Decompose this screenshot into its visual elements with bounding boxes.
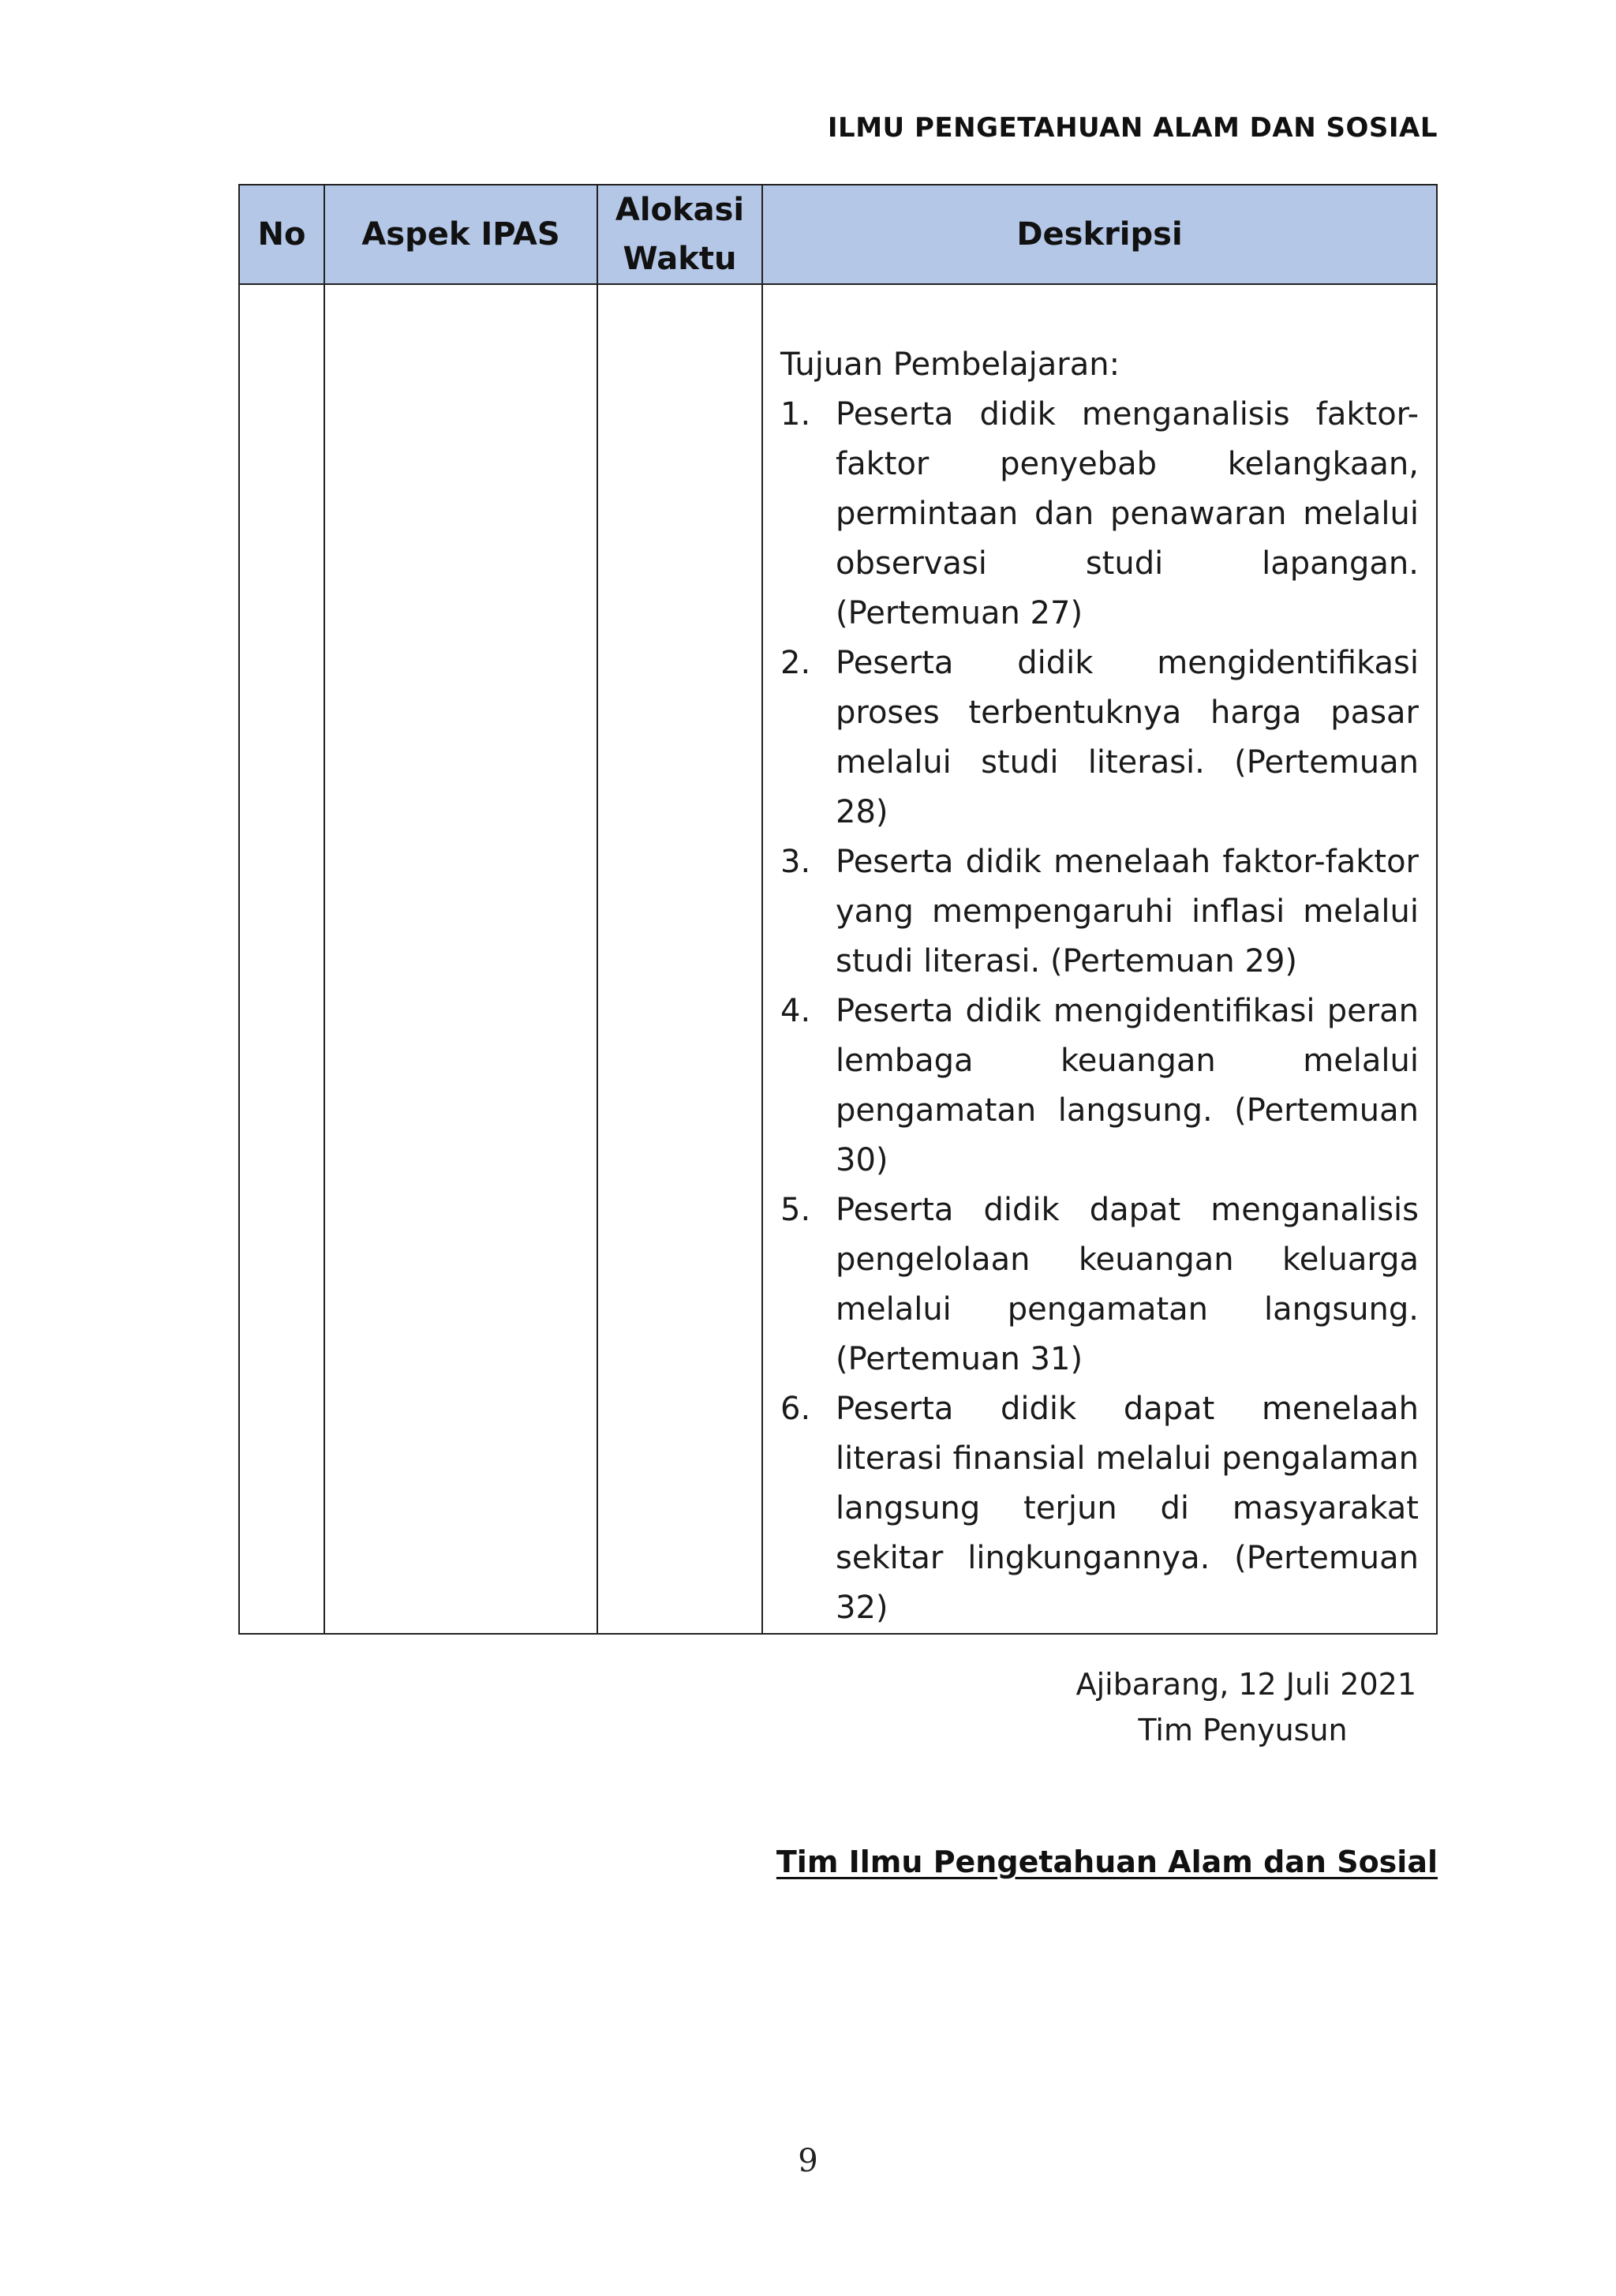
learning-goals-heading: Tujuan Pembelajaran: <box>780 346 1120 383</box>
list-item-number: 3. <box>780 844 811 880</box>
column-header-no: No <box>239 185 324 284</box>
cell-aspek <box>324 284 597 1634</box>
list-item <box>780 390 1419 639</box>
list-item-text: Peserta didik dapat menganalisis pengelolaan keuangan keluarga melalui pengamatan langsung. (Pertemuan 31) <box>836 1192 1419 1377</box>
signatory-role: Tim Penyusun <box>1138 1713 1348 1747</box>
list-item-text: Peserta didik menelaah faktor-faktor yang mempengaruhi inflasi melalui studi literasi. (Pertemuan 29) <box>836 844 1419 979</box>
list-item-text: Peserta didik mengidentifikasi peran lembaga keuangan melalui pengamatan langsung. (Pertemuan 30) <box>836 993 1419 1178</box>
column-header-alokasi: Alokasi Waktu <box>597 185 762 284</box>
list-item-text: Peserta didik dapat menelaah literasi finansial melalui pengalaman langsung terjun di masyarakat sekitar lingkungannya. (Pertemuan 32) <box>836 1391 1419 1626</box>
table-row <box>239 284 1437 1634</box>
page-number: 9 <box>798 2143 818 2179</box>
list-item <box>780 639 1419 837</box>
ipas-table <box>238 184 1438 1635</box>
list-item-text: Peserta didik menganalisis faktor-faktor penyebab kelangkaan, permintaan dan penawaran melalui observasi studi lapangan. (Pertemuan 27) <box>836 396 1419 631</box>
column-header-deskripsi: Deskripsi <box>762 185 1437 284</box>
list-item-text: Peserta didik mengidentifikasi proses terbentuknya harga pasar melalui studi literasi. (Pertemuan 28) <box>836 645 1419 830</box>
list-item-number: 4. <box>780 993 811 1029</box>
signature-block <box>1069 1661 1416 1753</box>
list-item-number: 2. <box>780 645 811 681</box>
place-date: Ajibarang, 12 Juli 2021 <box>1075 1667 1416 1702</box>
list-item <box>780 1185 1419 1384</box>
list-item-number: 1. <box>780 396 811 433</box>
list-item <box>780 1384 1419 1633</box>
cell-alokasi <box>597 284 762 1634</box>
cell-deskripsi <box>762 284 1437 1634</box>
learning-goals-list <box>780 390 1419 1633</box>
list-item <box>780 987 1419 1185</box>
cell-no <box>239 284 324 1634</box>
list-item-number: 5. <box>780 1192 811 1228</box>
team-name: Tim Ilmu Pengetahuan Alam dan Sosial <box>776 1845 1438 1879</box>
ipas-table-container <box>238 184 1436 1635</box>
running-header: ILMU PENGETAHUAN ALAM DAN SOSIAL <box>827 112 1438 144</box>
list-item <box>780 837 1419 987</box>
table-header-row <box>239 185 1437 284</box>
column-header-aspek: Aspek IPAS <box>324 185 597 284</box>
list-item-number: 6. <box>780 1391 811 1427</box>
